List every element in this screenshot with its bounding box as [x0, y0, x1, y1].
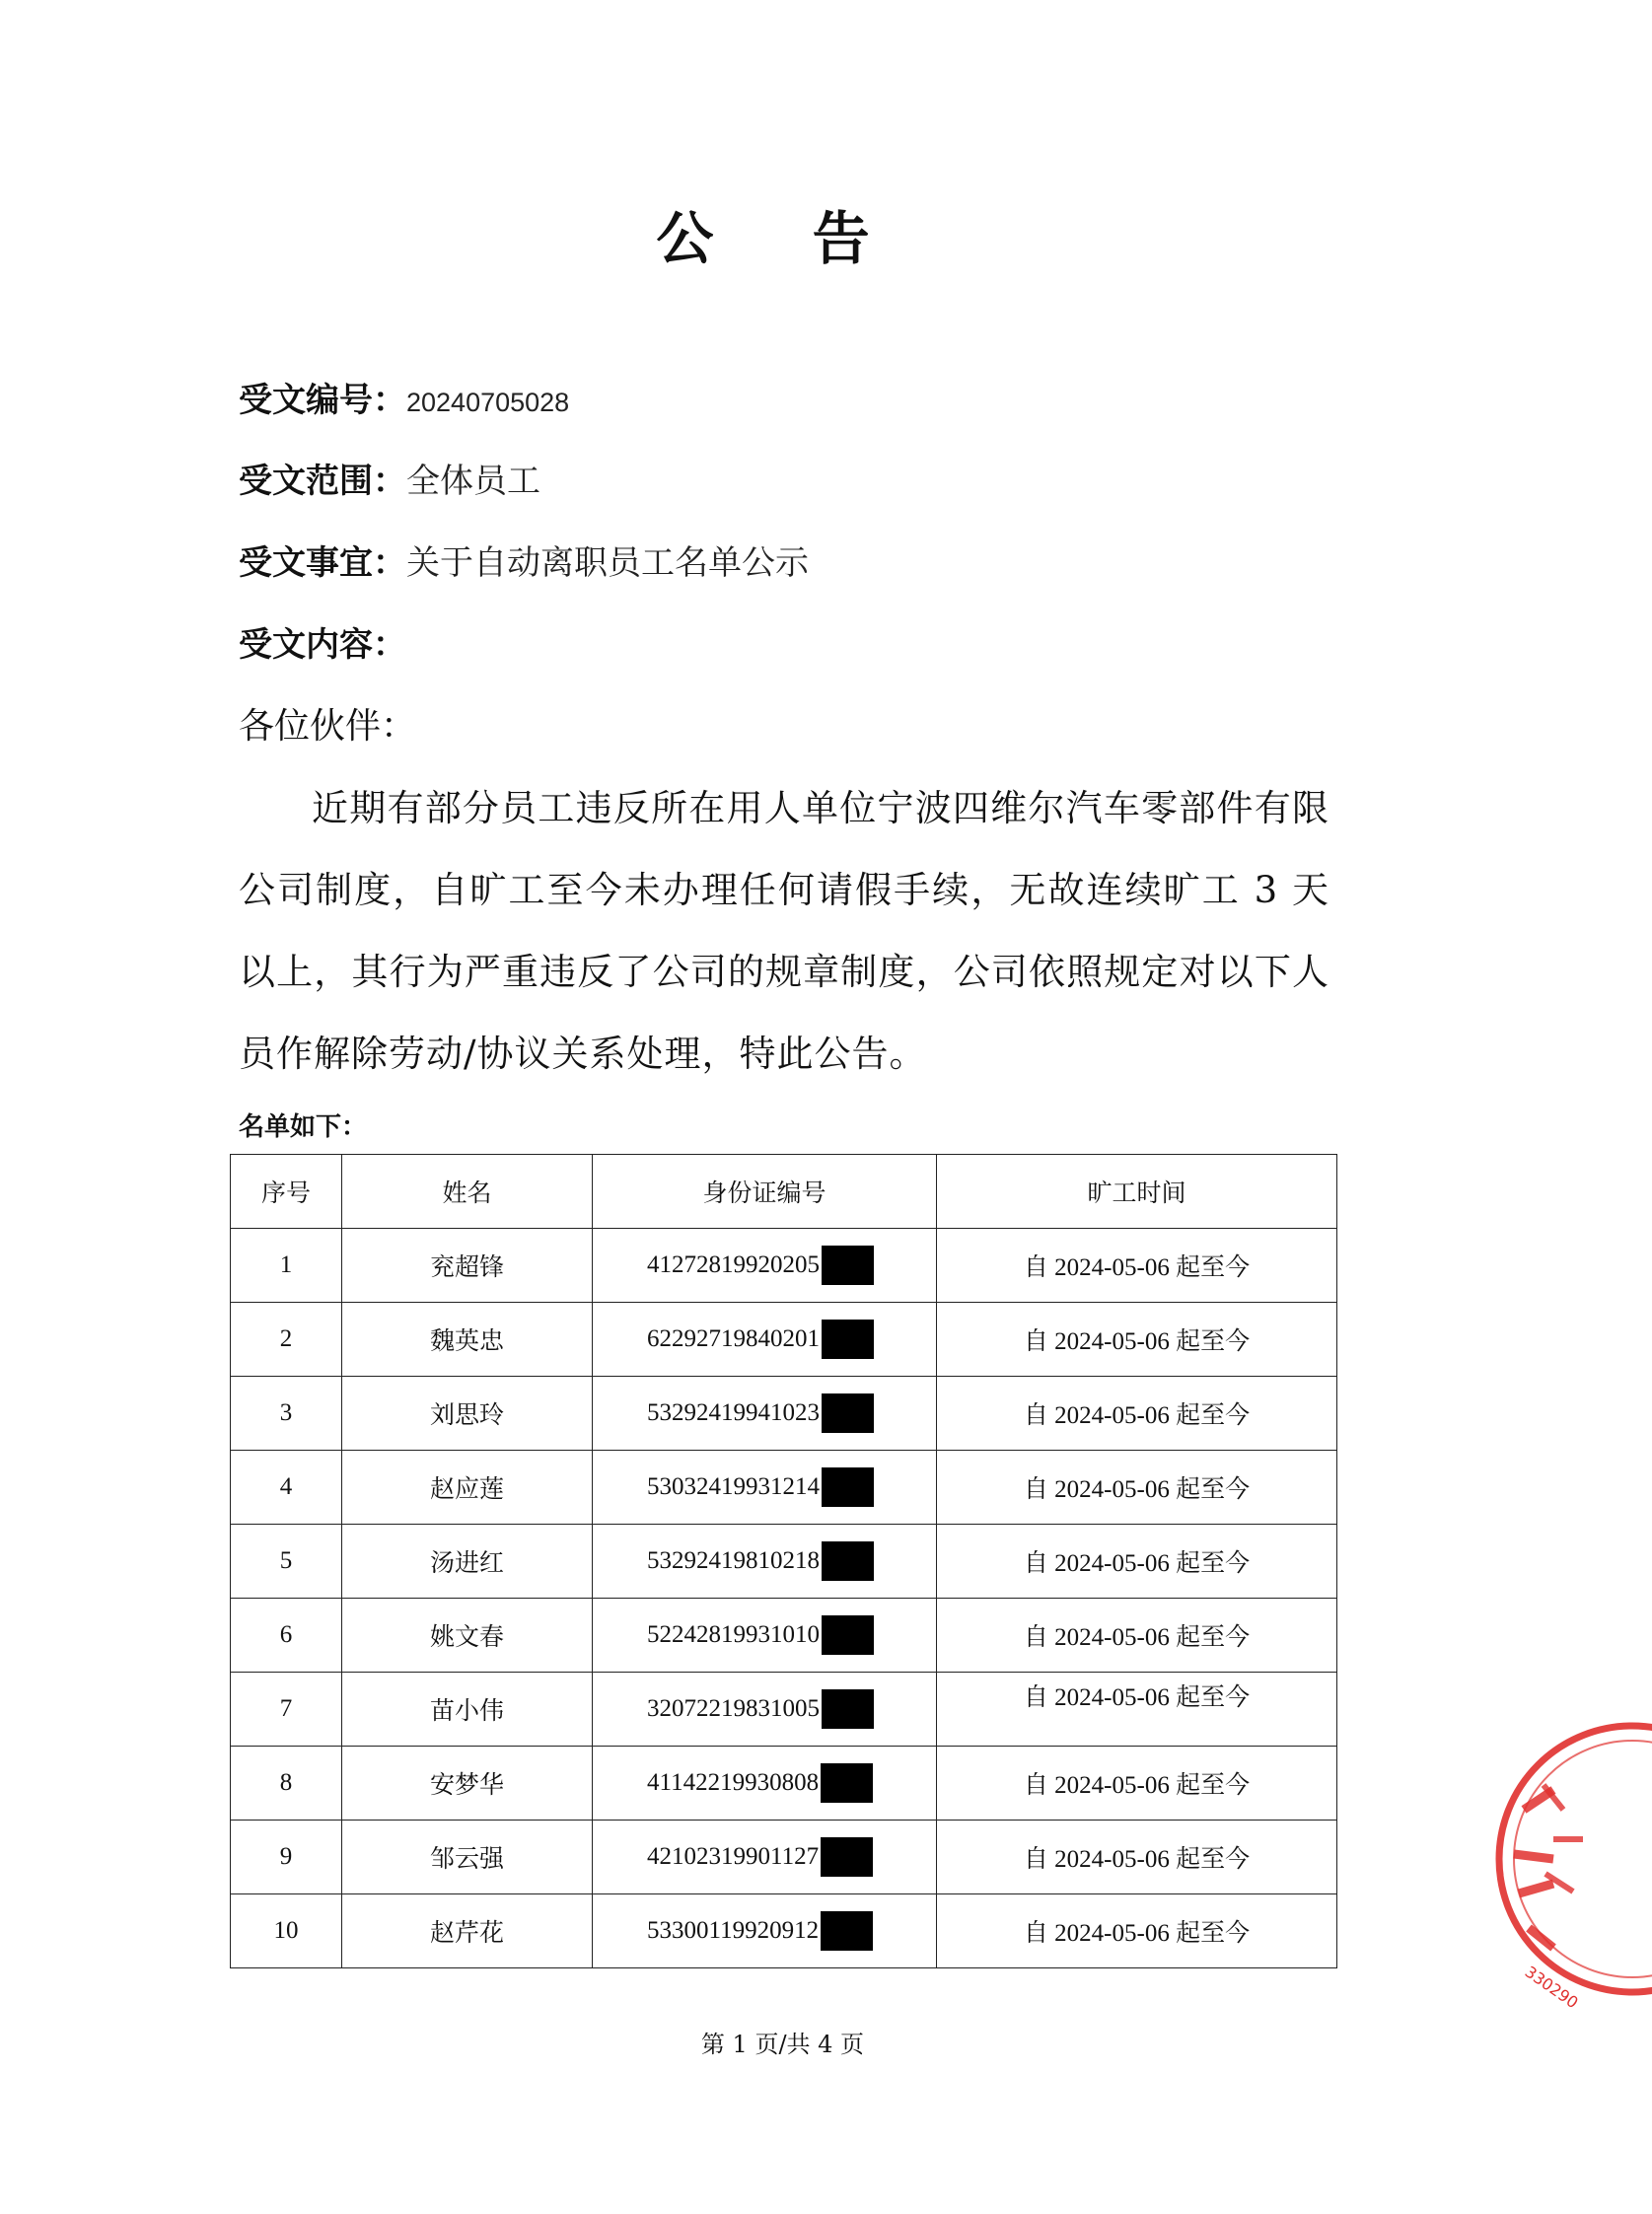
field-label: 受文事宜：: [239, 543, 406, 583]
table-row: [231, 1599, 1337, 1673]
cell-time: [937, 1451, 1337, 1525]
id-number: 32072219831005: [647, 1695, 820, 1722]
cell-no: 7: [231, 1673, 342, 1747]
employee-table: [230, 1154, 1337, 1968]
cell-no: 8: [231, 1747, 342, 1821]
time-text: 自 2024-05-06 起至今: [1023, 1476, 1251, 1503]
header-no: 序号: [231, 1155, 342, 1229]
cell-id: [593, 1229, 937, 1303]
redaction-block: [821, 1837, 873, 1877]
id-number: 53032419931214: [647, 1473, 820, 1500]
id-wrap: [647, 1393, 874, 1433]
table-row: [231, 1229, 1337, 1303]
body-paragraph: 近期有部分员工违反所在用人单位宁波四维尔汽车零部件有限公司制度，自旷工至今未办理任何请假手续，无故连续旷工 3 天以上，其行为严重违反了公司的规章制度，公司依照规定对以下人员作解除劳动/协议关系处理，特此公告。: [239, 787, 1329, 1075]
cell-name: 安梦华: [342, 1747, 593, 1821]
cell-time: [937, 1673, 1337, 1747]
time-text: 自 2024-05-06 起至今: [1023, 1402, 1251, 1429]
field-value: 全体员工: [406, 462, 540, 501]
cell-time: [937, 1821, 1337, 1894]
cell-name: 魏英忠: [342, 1303, 593, 1377]
cell-id: [593, 1377, 937, 1451]
cell-no: 1: [231, 1229, 342, 1303]
id-wrap: [647, 1615, 874, 1655]
cell-name: 刘思玲: [342, 1377, 593, 1451]
cell-time: [937, 1747, 1337, 1821]
redaction-block: [822, 1689, 874, 1729]
id-wrap: [647, 1541, 874, 1581]
cell-id: [593, 1894, 937, 1968]
cell-id: [593, 1747, 937, 1821]
cell-name: 赵应莲: [342, 1451, 593, 1525]
id-wrap: [647, 1689, 874, 1729]
cell-no: 9: [231, 1821, 342, 1894]
cell-time: [937, 1377, 1337, 1451]
cell-name: 邹云强: [342, 1821, 593, 1894]
field-subject: [239, 536, 809, 584]
redaction-block: [822, 1246, 874, 1285]
cell-id: [593, 1303, 937, 1377]
id-wrap: [647, 1246, 874, 1285]
cell-time: [937, 1599, 1337, 1673]
id-number: 41142219930808: [647, 1769, 820, 1796]
field-doc-number: [239, 373, 569, 421]
cell-no: 2: [231, 1303, 342, 1377]
id-wrap: [647, 1763, 873, 1803]
time-text: 自 2024-05-06 起至今: [1023, 1684, 1251, 1711]
cell-name: 赵芹花: [342, 1894, 593, 1968]
table-row: [231, 1303, 1337, 1377]
field-label: 受文范围：: [239, 462, 406, 501]
id-wrap: [647, 1467, 874, 1507]
cell-time: [937, 1894, 1337, 1968]
id-number: 41272819920205: [647, 1251, 820, 1278]
cell-no: 6: [231, 1599, 342, 1673]
time-text: 自 2024-05-06 起至今: [1023, 1772, 1251, 1799]
cell-id: [593, 1525, 937, 1599]
field-scope: [239, 454, 540, 502]
id-number: 52242819931010: [647, 1621, 820, 1648]
time-text: 自 2024-05-06 起至今: [1023, 1328, 1251, 1355]
id-number: 53292419941023: [647, 1399, 820, 1426]
cell-no: 10: [231, 1894, 342, 1968]
redaction-block: [821, 1911, 873, 1951]
cell-id: [593, 1451, 937, 1525]
company-seal: [1484, 1716, 1652, 2013]
page-footer: 第 1 页/共 4 页: [700, 2031, 865, 2058]
cell-no: 5: [231, 1525, 342, 1599]
cell-time: [937, 1229, 1337, 1303]
time-text: 自 2024-05-06 起至今: [1023, 1624, 1251, 1651]
redaction-block: [822, 1467, 874, 1507]
time-text: 自 2024-05-06 起至今: [1023, 1254, 1251, 1281]
greeting: 各位伙伴：: [239, 706, 417, 747]
table-row: [231, 1894, 1337, 1968]
cell-name: 苗小伟: [342, 1673, 593, 1747]
table-row: [231, 1747, 1337, 1821]
cell-time: [937, 1303, 1337, 1377]
id-number: 53300119920912: [647, 1917, 820, 1944]
header-name: 姓名: [342, 1155, 593, 1229]
field-label: 受文编号：: [239, 381, 406, 420]
table-row: [231, 1821, 1337, 1894]
redaction-block: [821, 1763, 873, 1803]
id-number: 62292719840201: [647, 1325, 820, 1352]
cell-no: 3: [231, 1377, 342, 1451]
seal-number: 330290: [1521, 1962, 1582, 2013]
cell-no: 4: [231, 1451, 342, 1525]
list-label: 名单如下：: [239, 1112, 368, 1142]
field-label: 受文内容：: [239, 625, 406, 665]
cell-name: 汤进红: [342, 1525, 593, 1599]
document-title: 公 告: [656, 205, 909, 272]
table-header-row: [231, 1155, 1337, 1229]
cell-name: 姚文春: [342, 1599, 593, 1673]
redaction-block: [822, 1393, 874, 1433]
redaction-block: [822, 1320, 874, 1359]
header-time: 旷工时间: [937, 1155, 1337, 1229]
time-text: 自 2024-05-06 起至今: [1023, 1550, 1251, 1577]
field-value: 关于自动离职员工名单公示: [406, 543, 809, 583]
cell-time: [937, 1525, 1337, 1599]
cell-name: 兖超锋: [342, 1229, 593, 1303]
table-row: [231, 1451, 1337, 1525]
redaction-block: [822, 1541, 874, 1581]
field-content: [239, 617, 406, 666]
table-row: [231, 1525, 1337, 1599]
header-id: 身份证编号: [593, 1155, 937, 1229]
table-row: [231, 1673, 1337, 1747]
table-row: [231, 1377, 1337, 1451]
time-text: 自 2024-05-06 起至今: [1023, 1920, 1251, 1947]
id-number: 53292419810218: [647, 1547, 820, 1574]
id-wrap: [647, 1320, 874, 1359]
cell-id: [593, 1599, 937, 1673]
id-number: 42102319901127: [647, 1843, 820, 1870]
cell-id: [593, 1673, 937, 1747]
id-wrap: [647, 1911, 873, 1951]
redaction-block: [822, 1615, 874, 1655]
id-wrap: [647, 1837, 873, 1877]
time-text: 自 2024-05-06 起至今: [1023, 1846, 1251, 1873]
field-value: 20240705028: [406, 388, 570, 417]
cell-id: [593, 1821, 937, 1894]
